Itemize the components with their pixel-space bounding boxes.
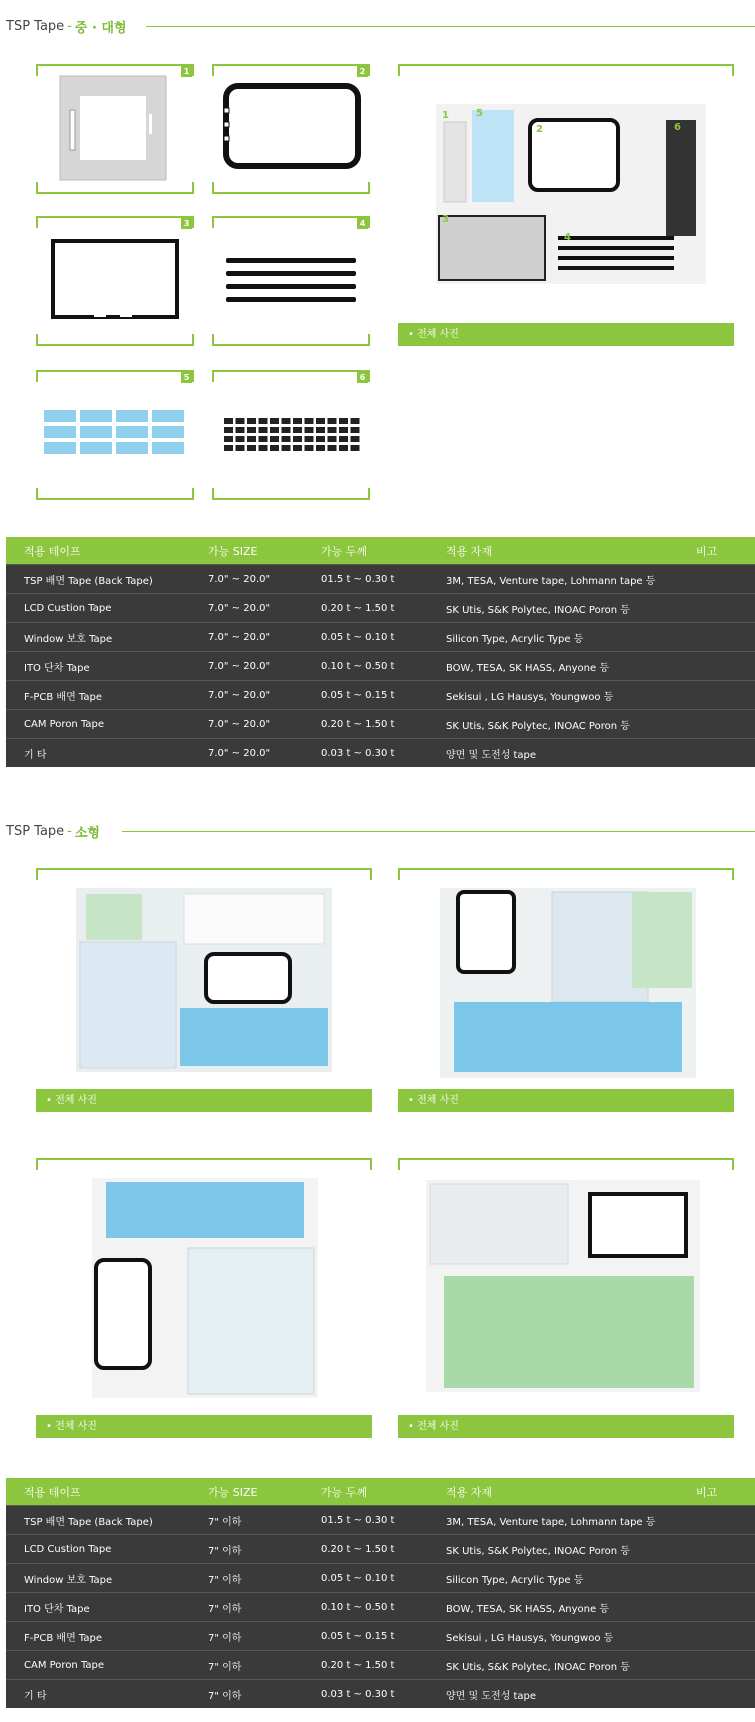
tape-piece <box>328 427 337 433</box>
tape-piece <box>316 427 325 433</box>
cell-thickness: 0.05 t ~ 0.10 t <box>321 631 395 643</box>
header-size: 가능 SIZE <box>208 544 258 558</box>
tape-piece <box>247 445 256 451</box>
table-row <box>6 709 755 738</box>
section-divider <box>146 26 755 27</box>
tape-piece <box>247 418 256 424</box>
tape-frame-2 <box>212 64 370 194</box>
cell-thickness: 0.20 t ~ 1.50 t <box>321 602 395 614</box>
cell-size: 7.0" ~ 20.0" <box>208 747 271 759</box>
lcd-cushion-tape-image <box>50 238 180 322</box>
cell-material: Sekisui , LG Hausys, Youngwoo 등 <box>446 691 614 703</box>
cell-thickness: 0.05 t ~ 0.10 t <box>321 1572 395 1584</box>
cell-tape: LCD Custion Tape <box>24 602 112 614</box>
cell-tape: TSP 배면 Tape (Back Tape) <box>24 1516 153 1528</box>
small-photo-caption: • 전체 사진 <box>398 1089 734 1112</box>
cell-size: 7" 이하 <box>208 1632 242 1644</box>
tape-piece <box>351 427 360 433</box>
cell-tape: 기 타 <box>24 749 47 761</box>
cell-size: 7.0" ~ 20.0" <box>208 631 271 643</box>
tape-piece <box>270 418 279 424</box>
cell-tape: F-PCB 배면 Tape <box>24 1632 102 1644</box>
header-thickness: 가능 두께 <box>321 1485 368 1499</box>
section-divider <box>122 831 755 832</box>
overview-frame <box>398 64 734 346</box>
tape-piece <box>305 418 314 424</box>
small-photo-frame-2 <box>398 868 734 1112</box>
table-row <box>6 738 755 767</box>
small-photo-frame-3 <box>36 1158 372 1438</box>
cell-size: 7" 이하 <box>208 1574 242 1586</box>
header-tape: 적용 테이프 <box>24 1485 81 1499</box>
tape-piece <box>293 418 302 424</box>
photo-label-6: 6 <box>674 122 681 133</box>
tape-piece <box>316 445 325 451</box>
tape-frame-1 <box>36 64 194 194</box>
cell-size: 7" 이하 <box>208 1545 242 1557</box>
header-thickness: 가능 두께 <box>321 544 368 558</box>
tape-piece <box>236 427 245 433</box>
cell-thickness: 0.20 t ~ 1.50 t <box>321 1659 395 1671</box>
header-note: 비고 <box>696 1485 718 1499</box>
photo-label-5: 5 <box>476 108 483 119</box>
tape-piece <box>305 445 314 451</box>
cell-tape: F-PCB 배면 Tape <box>24 691 102 703</box>
frame-number-badge: 4 <box>357 218 368 229</box>
cell-material: 3M, TESA, Venture tape, Lohmann tape 등 <box>446 1516 656 1528</box>
section-title-prefix: TSP Tape <box>6 823 65 839</box>
cell-thickness: 0.03 t ~ 0.30 t <box>321 747 395 759</box>
cell-material: SK Utis, S&K Polytec, INOAC Poron 등 <box>446 1545 630 1557</box>
tape-piece <box>236 436 245 442</box>
tape-frame-5 <box>36 370 194 500</box>
cell-size: 7" 이하 <box>208 1690 242 1702</box>
tape-piece <box>339 427 348 433</box>
small-photo-frame-4 <box>398 1158 734 1438</box>
section-title-dash: - <box>67 18 72 34</box>
cell-material: 3M, TESA, Venture tape, Lohmann tape 등 <box>446 575 656 587</box>
cell-thickness: 01.5 t ~ 0.30 t <box>321 573 395 585</box>
section-title-dash: - <box>67 823 72 839</box>
small-tape-photo-3 <box>92 1178 318 1398</box>
small-photo-caption: • 전체 사진 <box>398 1415 734 1438</box>
protective-tape-image <box>44 410 186 456</box>
tape-piece <box>293 427 302 433</box>
table-row <box>6 1621 755 1650</box>
table-row <box>6 651 755 680</box>
tape-piece <box>339 445 348 451</box>
header-tape: 적용 테이프 <box>24 544 81 558</box>
cell-material: BOW, TESA, SK HASS, Anyone 등 <box>446 1603 609 1615</box>
table-row <box>6 1534 755 1563</box>
cell-size: 7.0" ~ 20.0" <box>208 718 271 730</box>
table-row <box>6 1505 755 1534</box>
small-tape-photo-4 <box>426 1180 700 1392</box>
cell-thickness: 0.05 t ~ 0.15 t <box>321 689 395 701</box>
tape-piece <box>236 445 245 451</box>
cell-material: Silicon Type, Acrylic Type 등 <box>446 1574 584 1586</box>
cell-size: 7" 이하 <box>208 1661 242 1673</box>
cell-thickness: 01.5 t ~ 0.30 t <box>321 1514 395 1526</box>
cell-size: 7" 이하 <box>208 1516 242 1528</box>
table-row <box>6 680 755 709</box>
tape-piece <box>282 445 291 451</box>
tape-piece <box>339 436 348 442</box>
tape-piece <box>351 436 360 442</box>
tape-piece <box>316 436 325 442</box>
photo-label-3: 3 <box>442 214 449 225</box>
tape-piece <box>282 427 291 433</box>
photo-label-4: 4 <box>564 232 571 243</box>
cell-tape: CAM Poron Tape <box>24 718 105 730</box>
cell-thickness: 0.05 t ~ 0.15 t <box>321 1630 395 1642</box>
tape-piece <box>270 427 279 433</box>
tape-piece <box>224 418 233 424</box>
back-tape-image <box>58 74 168 184</box>
tape-piece <box>293 436 302 442</box>
cell-material: 양면 및 도전성 tape <box>446 749 537 761</box>
photo-label-2: 2 <box>536 124 543 135</box>
fpcb-tape-image <box>222 416 362 454</box>
tape-piece <box>305 427 314 433</box>
header-note: 비고 <box>696 544 718 558</box>
cell-tape: CAM Poron Tape <box>24 1659 105 1671</box>
photo-label-1: 1 <box>442 110 449 121</box>
tape-piece <box>224 436 233 442</box>
small-photo-caption: • 전체 사진 <box>36 1089 372 1112</box>
cell-material: SK Utis, S&K Polytec, INOAC Poron 등 <box>446 720 630 732</box>
tape-frame-3 <box>36 216 194 346</box>
cell-thickness: 0.03 t ~ 0.30 t <box>321 1688 395 1700</box>
tape-piece <box>339 418 348 424</box>
cell-material: SK Utis, S&K Polytec, INOAC Poron 등 <box>446 1661 630 1673</box>
tape-piece <box>282 418 291 424</box>
spec-table-small <box>6 1478 755 1708</box>
section-title-small <box>6 822 100 840</box>
cell-size: 7.0" ~ 20.0" <box>208 602 271 614</box>
table-row <box>6 1679 755 1708</box>
tape-frame-4 <box>212 216 370 346</box>
cell-material: SK Utis, S&K Polytec, INOAC Poron 등 <box>446 604 630 616</box>
cell-material: BOW, TESA, SK HASS, Anyone 등 <box>446 662 609 674</box>
header-material: 적용 자재 <box>446 544 493 558</box>
cell-thickness: 0.10 t ~ 0.50 t <box>321 660 395 672</box>
tape-piece <box>351 418 360 424</box>
frame-number-badge: 5 <box>181 372 192 383</box>
cell-tape: LCD Custion Tape <box>24 1543 112 1555</box>
small-tape-photo-2 <box>440 888 696 1078</box>
tape-piece <box>328 445 337 451</box>
cell-tape: Window 보호 Tape <box>24 1574 113 1586</box>
cell-tape: TSP 배면 Tape (Back Tape) <box>24 575 153 587</box>
cell-size: 7.0" ~ 20.0" <box>208 689 271 701</box>
tape-piece <box>259 436 268 442</box>
tape-piece <box>351 445 360 451</box>
tape-piece <box>270 445 279 451</box>
cell-material: 양면 및 도전성 tape <box>446 1690 537 1702</box>
cell-thickness: 0.10 t ~ 0.50 t <box>321 1601 395 1613</box>
tape-piece <box>328 436 337 442</box>
table-row <box>6 593 755 622</box>
header-size: 가능 SIZE <box>208 1485 258 1499</box>
table-row <box>6 1650 755 1679</box>
cell-thickness: 0.20 t ~ 1.50 t <box>321 718 395 730</box>
small-photo-caption: • 전체 사진 <box>36 1415 372 1438</box>
tape-piece <box>316 418 325 424</box>
small-photo-frame-1 <box>36 868 372 1112</box>
table-row <box>6 622 755 651</box>
tape-piece <box>305 436 314 442</box>
tape-piece <box>270 436 279 442</box>
tape-piece <box>247 436 256 442</box>
frame-number-badge: 2 <box>357 66 368 77</box>
tape-piece <box>282 436 291 442</box>
cell-size: 7.0" ~ 20.0" <box>208 660 271 672</box>
section-title-prefix: TSP Tape <box>6 18 65 34</box>
cell-size: 7.0" ~ 20.0" <box>208 573 271 585</box>
overview-caption: • 전체 사진 <box>398 323 734 346</box>
small-tape-photo-1 <box>76 888 332 1072</box>
table-row <box>6 1563 755 1592</box>
window-frame-tape-image <box>222 82 362 172</box>
overview-photo <box>436 104 706 284</box>
cell-material: Silicon Type, Acrylic Type 등 <box>446 633 584 645</box>
table-header <box>6 537 755 564</box>
section-title-accent: 소형 <box>74 825 100 841</box>
table-header <box>6 1478 755 1505</box>
frame-number-badge: 6 <box>357 372 368 383</box>
cell-material: Sekisui , LG Hausys, Youngwoo 등 <box>446 1632 614 1644</box>
tape-piece <box>236 418 245 424</box>
tape-piece <box>328 418 337 424</box>
cell-thickness: 0.20 t ~ 1.50 t <box>321 1543 395 1555</box>
tape-piece <box>259 418 268 424</box>
tape-piece <box>224 427 233 433</box>
cell-tape: Window 보호 Tape <box>24 633 113 645</box>
tape-piece <box>259 427 268 433</box>
cell-tape: ITO 단차 Tape <box>24 662 90 674</box>
header-material: 적용 자재 <box>446 1485 493 1499</box>
tape-piece <box>224 445 233 451</box>
tape-frame-6 <box>212 370 370 500</box>
table-row <box>6 1592 755 1621</box>
tape-piece <box>293 445 302 451</box>
tape-piece <box>247 427 256 433</box>
section-title-accent: 중 · 대형 <box>74 20 127 36</box>
section-title-large <box>6 17 127 35</box>
cell-tape: ITO 단차 Tape <box>24 1603 90 1615</box>
cell-tape: 기 타 <box>24 1690 47 1702</box>
frame-number-badge: 1 <box>181 66 192 77</box>
table-row <box>6 564 755 593</box>
tape-piece <box>259 445 268 451</box>
strip-tape-image <box>224 254 358 304</box>
spec-table-large <box>6 537 755 767</box>
frame-number-badge: 3 <box>181 218 192 229</box>
cell-size: 7" 이하 <box>208 1603 242 1615</box>
